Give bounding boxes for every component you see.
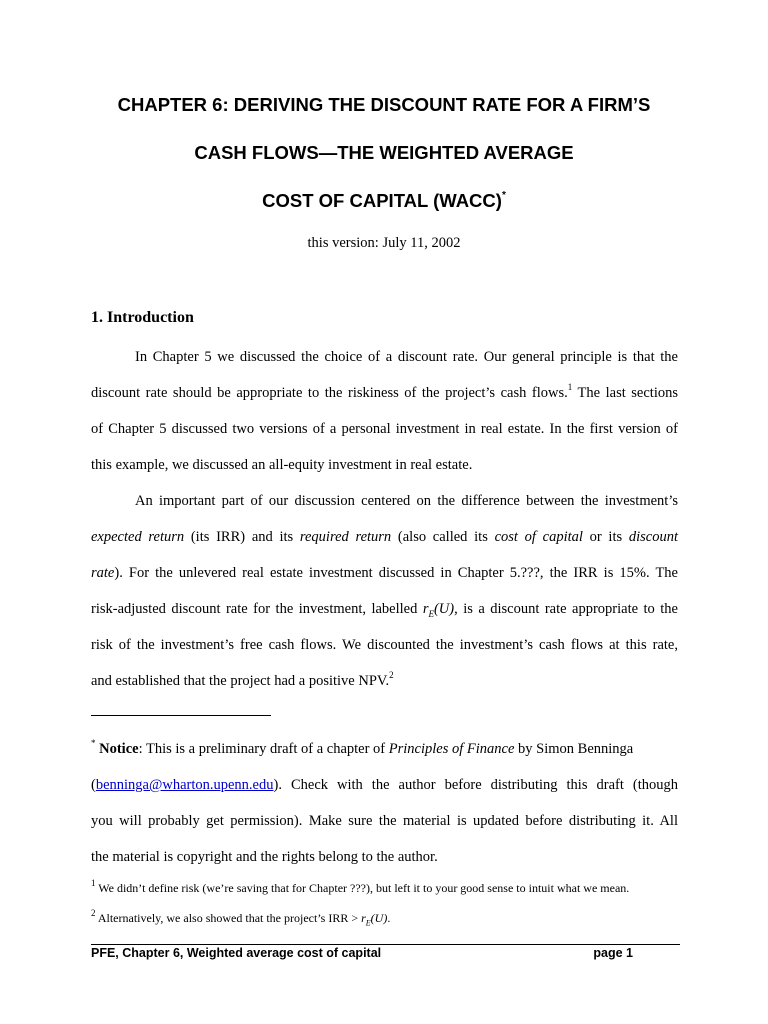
text-span: risk-adjusted discount rate for the investment, labelled [91,601,423,617]
paragraph-2-line [91,671,678,707]
paragraph-1-line: of Chapter 5 discussed two versions of a personal investment in real estate. In the first version of [91,421,678,437]
notice-line [91,739,678,775]
book-title: Principles of Finance [388,741,515,757]
section-heading: 1. Introduction [91,309,194,326]
text-span: by Simon Benninga [514,741,634,757]
footnote-1 [91,878,691,896]
email-link[interactable]: benninga@wharton.upenn.edu [95,777,274,793]
italic-term: cost of capital [494,529,583,545]
text-span: . [387,911,391,925]
text-span: and established that the project had a positive NPV. [91,673,390,689]
text-span: (also called its [391,529,495,545]
text-span: (its IRR) and its [184,529,300,545]
footer-divider [91,944,680,945]
footnote-ref-1[interactable]: 1 [567,382,573,393]
math-r: r [361,911,366,925]
version-date: this version: July 11, 2002 [307,235,461,251]
text-span: discount rate should be appropriate to the riskiness of the project’s cash flows. [91,385,568,401]
footnote-text: We didn’t define risk (we’re saving that for Chapter ???), but left it to your good sense to intuit what we mean. [95,881,630,895]
paragraph-1-line [91,383,678,419]
title-footnote-mark[interactable]: * [501,189,506,201]
text-span: : This is a preliminary draft of a chapter of [138,741,389,757]
chapter-title-line-3 [0,190,768,212]
math-symbol [423,601,454,617]
text-span: ). For the unlevered real estate investment discussed in Chapter 5.???, the IRR is 15%. The [114,565,678,581]
paragraph-2-line: risk of the investment’s free cash flows. We discounted the investment’s cash flows at this rate, [91,637,678,653]
notice-line: you will probably get permission). Make sure the material is updated before distributing it. All [91,813,678,829]
footnote-text: Alternatively, we also showed that the project’s IRR > [95,911,362,925]
page-number: page 1 [593,946,633,960]
math-arg: (U) [370,911,388,925]
text-span: , is a discount rate appropriate to the [454,601,678,617]
italic-term: expected return [91,529,185,545]
math-subscript: E [428,608,434,619]
paragraph-2-line: An important part of our discussion centered on the difference between the investment’s [135,493,678,509]
math-symbol [361,911,388,928]
math-r: r [422,601,429,617]
paragraph-1-line: this example, we discussed an all-equity investment in real estate. [91,457,473,473]
text-span: ). Check with the author before distributing this draft (though [273,777,678,793]
text-span: ( [91,777,96,793]
chapter-title-line-3-text: COST OF CAPITAL (WACC) [262,190,502,211]
paragraph-2-line [91,599,678,635]
notice-label: Notice [99,741,139,757]
chapter-title-line-1: CHAPTER 6: DERIVING THE DISCOUNT RATE FOR A FIRM’S [117,94,651,115]
text-span: The last sections [572,385,678,401]
paragraph-2-line [91,527,678,563]
footnote-ref-2[interactable]: 2 [389,670,394,681]
math-arg: (U) [433,601,455,617]
paragraph-2 [91,491,678,707]
paragraph-1-line: In Chapter 5 we discussed the choice of a discount rate. Our general principle is that the [135,349,678,365]
italic-term: rate [91,565,115,581]
math-subscript: E [365,918,371,928]
footnote-2 [91,908,691,928]
text-span: or its [582,529,629,545]
paragraph-2-line [91,563,678,599]
paragraph-1 [91,347,678,491]
italic-term: discount [628,529,678,545]
notice-footnote [91,739,678,883]
footnote-separator [91,715,271,716]
footnote-mark: 2 [91,908,96,918]
footer-running-title: PFE, Chapter 6, Weighted average cost of capital [91,946,382,960]
italic-term: required return [299,529,392,545]
footnote-mark: 1 [91,878,96,888]
notice-line: the material is copyright and the rights belong to the author. [91,849,438,865]
chapter-title-line-2: CASH FLOWS—THE WEIGHTED AVERAGE [194,142,574,163]
footnote-mark: * [91,738,96,749]
notice-line [91,775,678,811]
